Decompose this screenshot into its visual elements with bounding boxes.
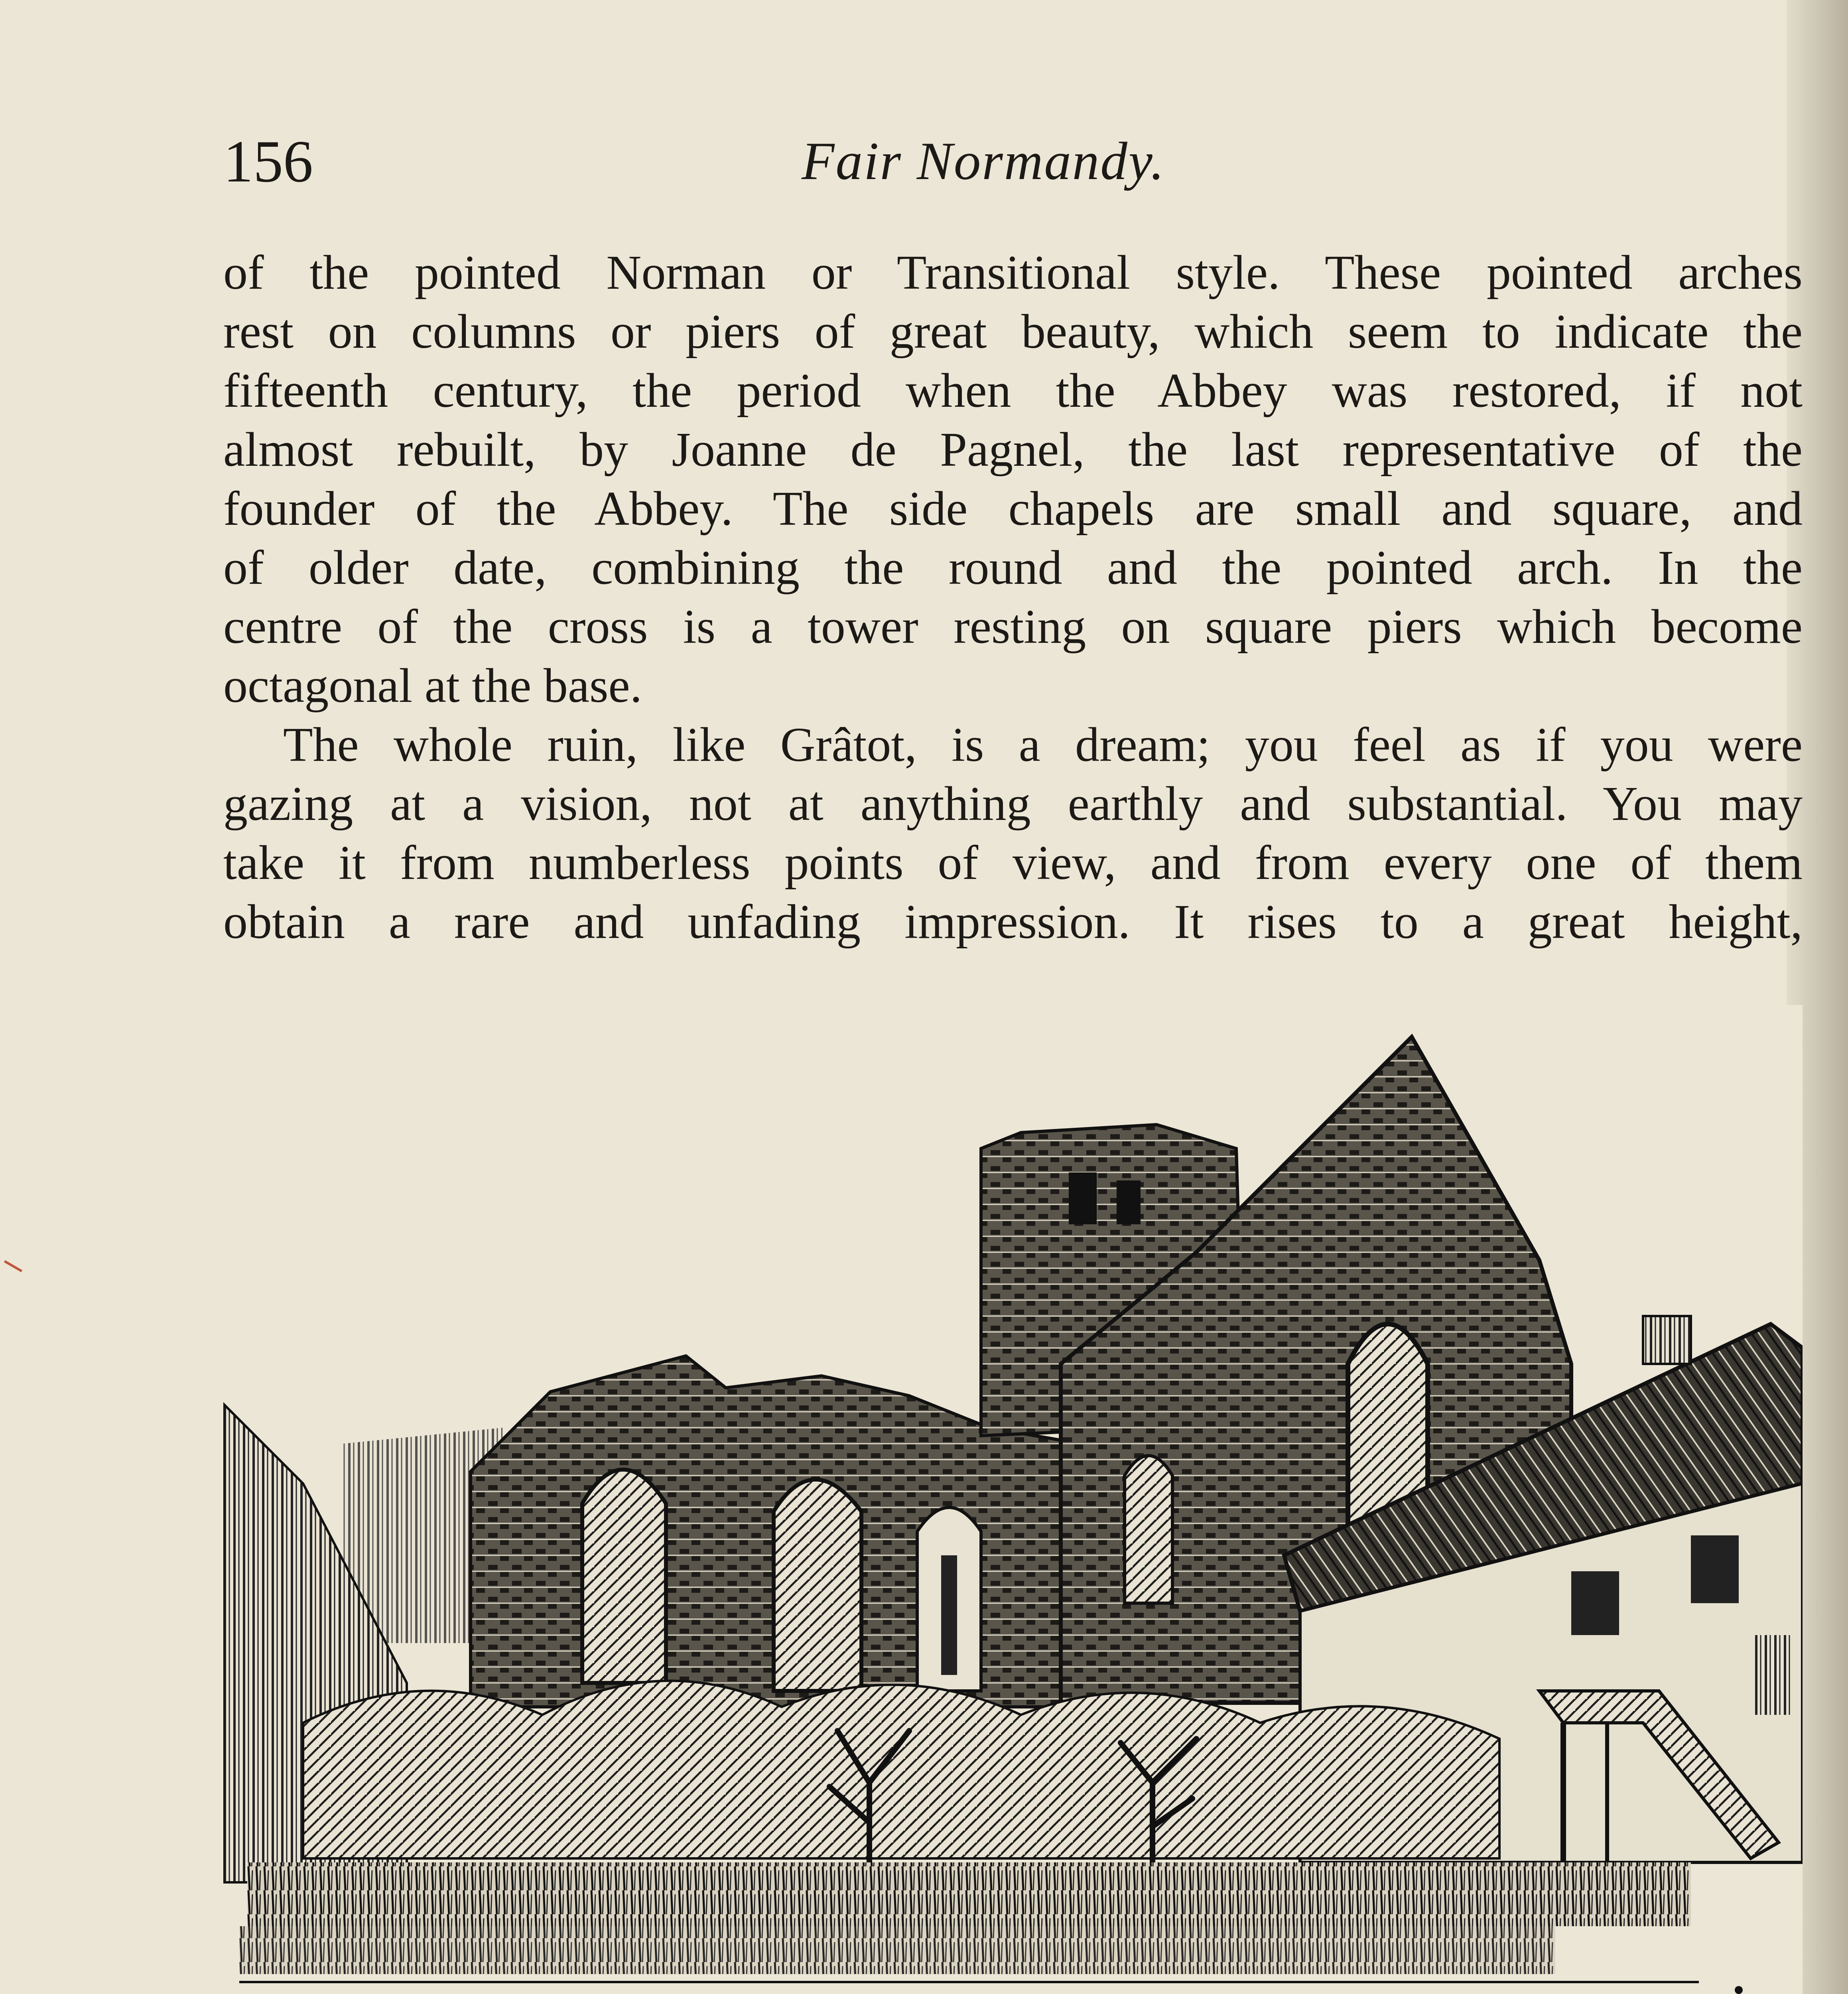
text-line: fifteenth century, the period when the Abbey was restored, if not — [223, 364, 1803, 418]
text-line: take it from numberless points of view, and from every one of them — [223, 836, 1803, 890]
running-title: Fair Normandy. — [802, 132, 1166, 191]
margin-mark-top — [4, 1260, 22, 1272]
text-line: gazing at a vision, not at anything earthly and substantial. You may — [223, 777, 1803, 831]
page-header — [223, 120, 1799, 207]
text-line: rest on columns or piers of great beauty, which seem to indicate the — [223, 305, 1803, 359]
text-line: octagonal at the base. — [223, 659, 642, 713]
text-line: of older date, combining the round and the pointed arch. In the — [223, 541, 1803, 595]
text-line: of the pointed Norman or Transitional style. These pointed arches — [223, 246, 1803, 299]
text-line: The whole ruin, like Grâtot, is a dream; you feel as if you were — [283, 718, 1803, 772]
text-line: centre of the cross is a tower resting on square piers which become — [223, 600, 1803, 654]
text-line: almost rebuilt, by Joanne de Pagnel, the last representative of the — [223, 423, 1803, 477]
abbey-ruins-engraving — [223, 1005, 1803, 1994]
body-text-top — [223, 243, 1803, 952]
text-line: founder of the Abbey. The side chapels are small and square, and — [223, 482, 1803, 536]
page-number: 156 — [223, 128, 313, 195]
text-line: obtain a rare and unfading impression. It rises to a great height, — [223, 895, 1803, 949]
engraving-illustration — [223, 1005, 1803, 1994]
